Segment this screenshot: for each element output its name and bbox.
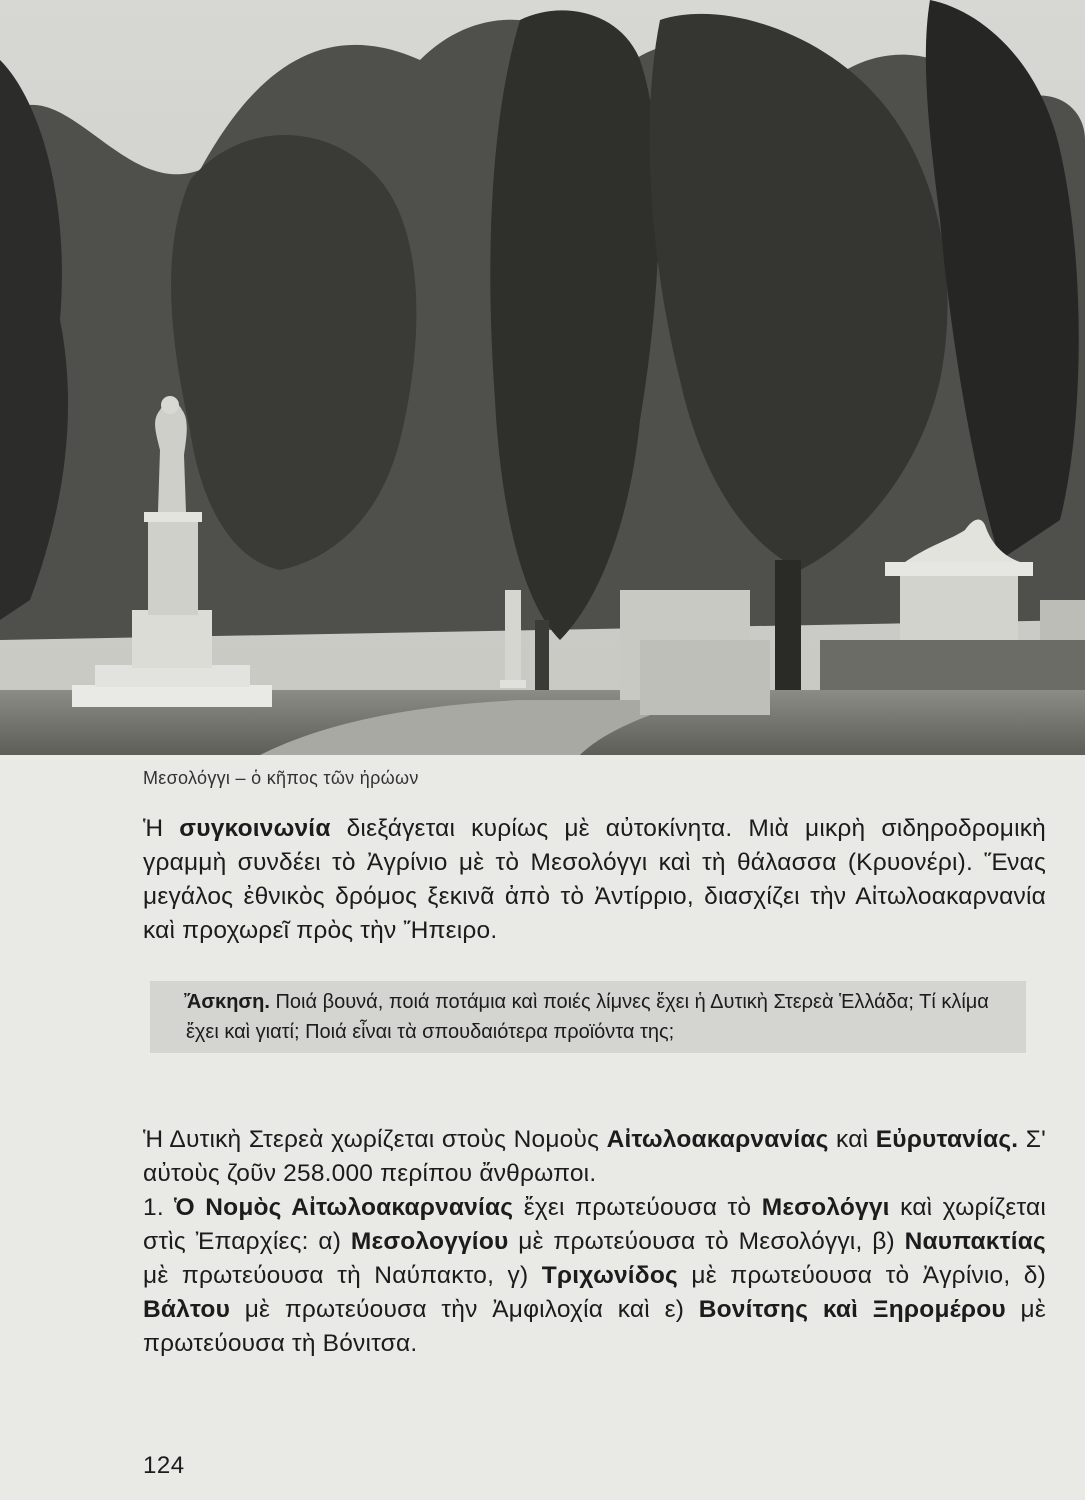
bold-term: Βάλτου xyxy=(143,1296,231,1323)
bold-aitoloakarnania: Αἰτωλοακαρνανίας xyxy=(606,1126,829,1153)
term-transport: συγκοινωνία xyxy=(179,815,331,842)
bold-term: Ναυπακτίας xyxy=(904,1228,1046,1255)
text-part: καὶ xyxy=(828,1126,876,1153)
text-part: Ἡ Δυτικὴ Στερεὰ χωρίζεται στοὺς Νομοὺς xyxy=(143,1126,607,1153)
text-part: μὲ πρωτεύουσα τὴν Ἀμφιλοχία καὶ ε) xyxy=(230,1296,699,1323)
text-part: ἔχει πρωτεύουσα τὸ xyxy=(513,1194,762,1221)
photo-caption: Μεσολόγγι – ὁ κῆπος τῶν ἡρώων xyxy=(143,768,419,788)
text-part: μὲ πρωτεύουσα τὸ Μεσολόγγι, β) xyxy=(508,1228,905,1255)
paragraph-prefectures xyxy=(143,1123,1046,1191)
bold-evrytania: Εὐρυτανίας. xyxy=(875,1126,1019,1153)
text-part: καὶ χωρίζεται στὶς Ἐπαρχίες: α) xyxy=(143,1194,1046,1255)
bold-term: Τριχωνίδος xyxy=(541,1262,678,1289)
bold-term: Βονίτσης καὶ Ξηρομέρου xyxy=(698,1296,1006,1323)
paragraph-body: διεξάγεται κυρίως μὲ αὐτοκίνητα. Μιὰ μικρὴ σιδηροδρομικὴ γραμμὴ συνδέει τὸ Ἀγρίνιο μὲ τὸ Μεσολόγγι καὶ τὴ θάλασσα (Κρυονέρι). Ἕνας μεγάλος ἐθνικὸς δρόμος ξεκινᾶ ἀπὸ τὸ Ἀντίρριο, διασχίζει τὴν Αἰτωλοακαρνανία καὶ προχωρεῖ πρὸς τὴν Ἤπειρο. xyxy=(143,815,1046,944)
exercise-box xyxy=(150,981,1026,1053)
text-part: μὲ πρωτεύουσα τὴ Ναύπακτο, γ) xyxy=(143,1262,542,1289)
bold-term: Ὁ Νομὸς Αἰτωλοακαρνανίας xyxy=(174,1194,514,1221)
paragraph-lead: Ἡ xyxy=(143,815,180,842)
text-part: Σ' αὐτοὺς ζοῦν 258.000 περίπου ἄνθρωποι. xyxy=(143,1126,1046,1187)
paragraph-transport xyxy=(143,812,1046,948)
bold-term: Μεσολόγγι xyxy=(761,1194,890,1221)
list-number: 1. xyxy=(143,1194,175,1221)
exercise-text: Ποιά βουνά, ποιά ποτάμια καὶ ποιές λίμνες ἔχει ἡ Δυτικὴ Στερεὰ Ἑλλάδα; Τί κλίμα ἔχει καὶ γιατί; Ποιά εἶναι τὰ σπουδαιότερα προϊόντα της; xyxy=(186,991,989,1043)
page-number: 124 xyxy=(143,1452,185,1479)
text-part: μὲ πρωτεύουσα τὸ Ἀγρίνιο, δ) xyxy=(677,1262,1046,1289)
paragraph-nomos-aitoloakarnanias xyxy=(143,1191,1046,1361)
text-part: μὲ πρωτεύουσα τὴ Βόνιτσα. xyxy=(143,1296,1046,1357)
bold-term: Μεσολογγίου xyxy=(350,1228,509,1255)
exercise-label: Ἄσκηση. xyxy=(184,991,270,1013)
